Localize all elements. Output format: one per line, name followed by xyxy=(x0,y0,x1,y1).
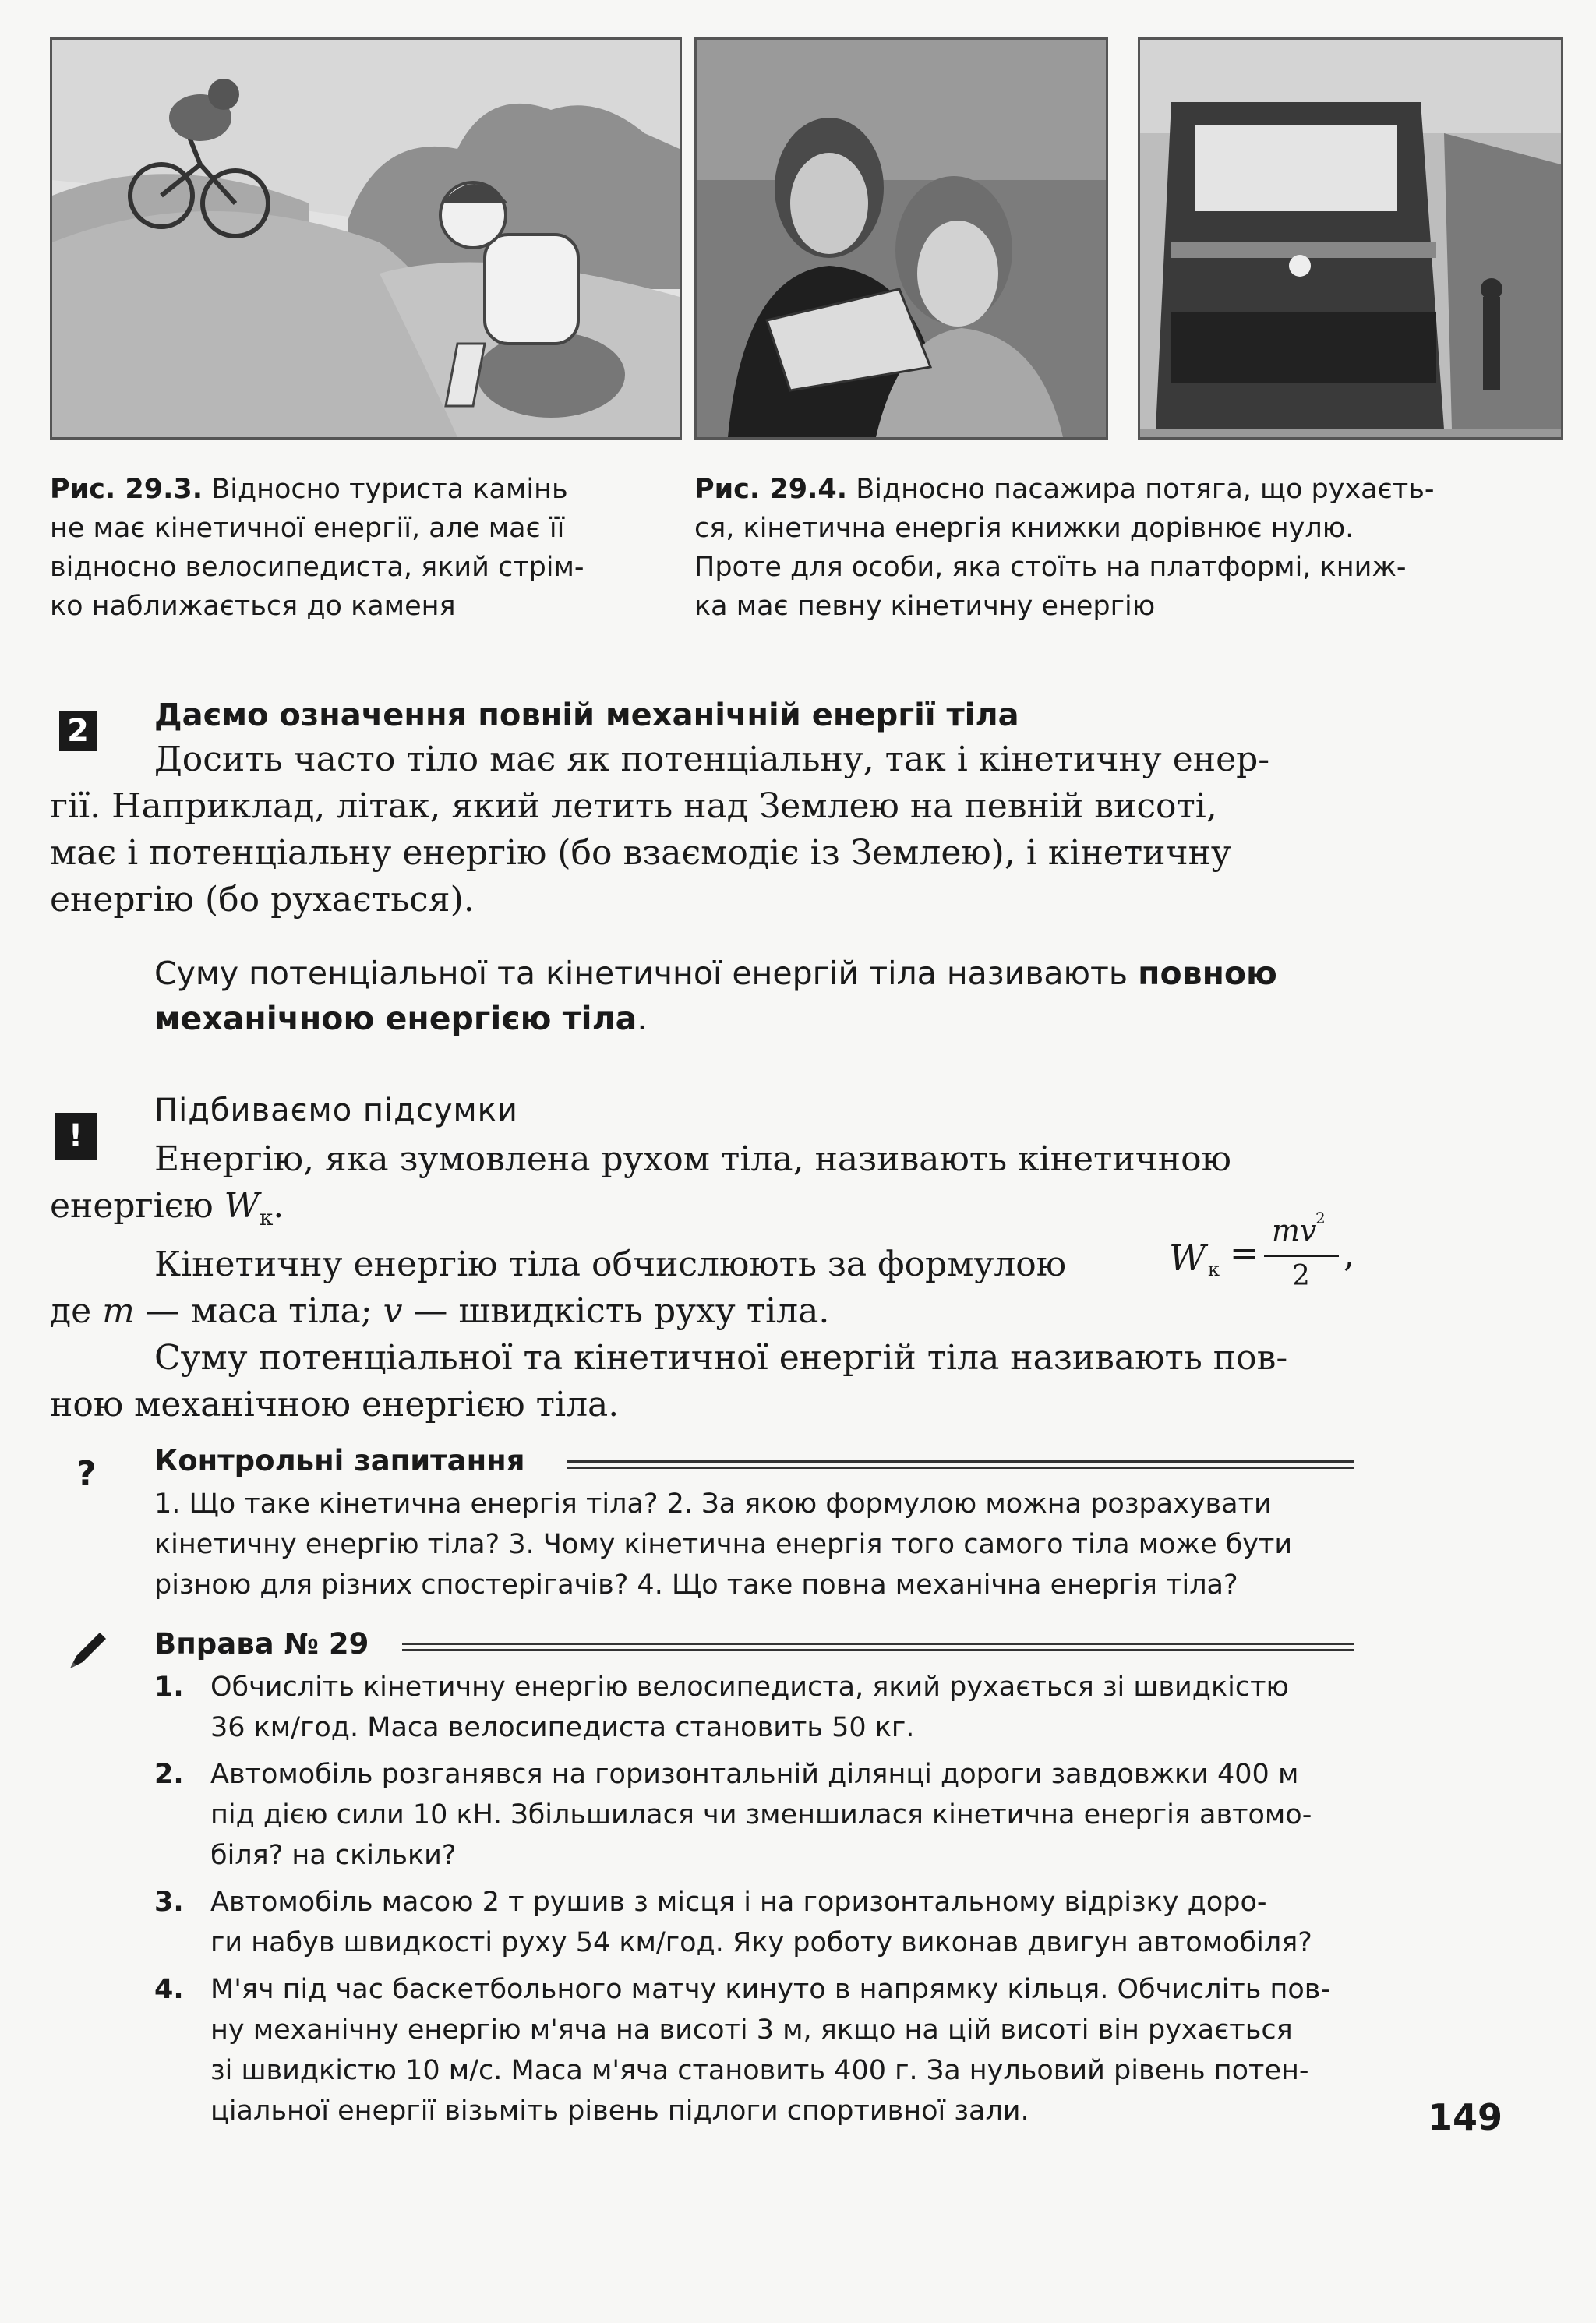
questions-heading: Контрольні запитання xyxy=(154,1444,525,1477)
formula-comma: , xyxy=(1344,1235,1354,1275)
summary-text: Кінетичну енергію тіла обчислюють за формулою xyxy=(154,1244,1067,1284)
caption-line: Відносно туриста камінь xyxy=(211,474,568,505)
figure-29-4-label: Рис. 29.4. xyxy=(694,474,848,505)
exercise-line: ну механічну енергію м'яча на висоті 3 м, якщо на цій висоті він рухається xyxy=(210,2014,1293,2046)
caption-line: Проте для особи, яка стоїть на платформі, книж- xyxy=(694,552,1407,583)
formula-denominator: 2 xyxy=(1292,1260,1310,1292)
questions-line: 1. Що таке кінетична енергія тіла? 2. За якою формулою можна розрахувати xyxy=(154,1488,1272,1520)
exercise-heading: Вправа № 29 xyxy=(154,1627,369,1661)
exercise-heading-rule xyxy=(402,1643,1354,1651)
paragraph-line: Досить часто тіло має як потенціальну, так і кінетичну енер- xyxy=(154,740,1270,779)
fraction-bar xyxy=(1264,1255,1339,1257)
kinetic-energy-formula xyxy=(1169,1209,1364,1313)
caption-line: ся, кінетична енергія книжки дорівнює нулю. xyxy=(694,513,1354,544)
velocity-symbol: v xyxy=(383,1290,403,1331)
kinetic-energy-symbol: W xyxy=(224,1186,260,1226)
summary-line: Суму потенціальної та кінетичної енергій тіла називають пов- xyxy=(154,1337,1288,1378)
summary-heading: Підбиваємо підсумки xyxy=(154,1093,518,1128)
formula-lhs: W xyxy=(1169,1237,1206,1279)
caption-line: ко наближається до каменя xyxy=(50,591,456,622)
summary-marker: ! xyxy=(55,1113,97,1160)
definition-text: Суму потенціальної та кінетичної енергій тіла називають xyxy=(154,955,1139,992)
paragraph-line: енергію (бо рухається). xyxy=(50,880,475,920)
summary-text: енергією xyxy=(50,1186,224,1226)
kinetic-energy-subscript: к xyxy=(259,1204,274,1230)
exercise-number: 1. xyxy=(154,1672,184,1703)
paragraph-line: гії. Наприклад, літак, який летить над Землею на певній висоті, xyxy=(50,786,1217,826)
questions-line: кінетичну енергію тіла? 3. Чому кінетична енергія того самого тіла може бути xyxy=(154,1529,1293,1560)
exercise-line: 36 км/год. Маса велосипедиста становить 50 кг. xyxy=(210,1712,915,1743)
exercise-line: Обчисліть кінетичну енергію велосипедиста, який рухається зі швидкістю xyxy=(210,1672,1289,1703)
formula-numerator-superscript: 2 xyxy=(1315,1209,1326,1227)
caption-line: Відносно пасажира потяга, що рухаєть- xyxy=(856,474,1435,505)
caption-line: ка має певну кінетичну енергію xyxy=(694,591,1156,622)
formula-equals: = xyxy=(1230,1234,1259,1273)
exercise-list xyxy=(154,1667,1358,2138)
formula-lhs-subscript: к xyxy=(1208,1259,1220,1280)
questions-heading-rule xyxy=(567,1460,1354,1469)
exercise-line: Автомобіль масою 2 т рушив з місця і на горизонтальному відрізку доро- xyxy=(210,1887,1267,1918)
exercise-item xyxy=(154,1882,1358,1963)
figure-29-3-caption xyxy=(50,470,595,626)
questions-text xyxy=(154,1484,1370,1605)
exercise-item xyxy=(154,1754,1358,1876)
page-number: 149 xyxy=(1428,2096,1503,2138)
summary-line: ною механічною енергією тіла. xyxy=(50,1384,620,1425)
caption-line: не має кінетичної енергії, але має її xyxy=(50,513,565,544)
definition-block xyxy=(154,951,1370,1041)
definition-term: повною xyxy=(1138,955,1277,992)
exercise-item xyxy=(154,1969,1358,2131)
formula-numerator: mv xyxy=(1272,1213,1317,1248)
figure-29-4-passengers-photo xyxy=(694,37,1108,440)
summary-text: . xyxy=(273,1186,284,1226)
figure-29-3-label: Рис. 29.3. xyxy=(50,474,203,505)
summary-line: Енергію, яка зумовлена рухом тіла, називають кінетичною xyxy=(154,1139,1231,1179)
summary-formula-line xyxy=(50,1241,1359,1288)
exercise-number: 3. xyxy=(154,1887,184,1918)
paragraph-line: має і потенціальну енергію (бо взаємодіє із Землею), і кінетичну xyxy=(50,833,1231,873)
section-2-marker: 2 xyxy=(59,711,97,751)
figure-29-3-illustration xyxy=(50,37,682,440)
summary-text: — швидкість руху тіла. xyxy=(402,1290,830,1331)
section-2-paragraph xyxy=(50,736,1359,923)
pencil-icon xyxy=(62,1625,112,1675)
summary-line xyxy=(50,1288,1359,1335)
exercise-line: М'яч під час баскетбольного матчу кинуто в напрямку кільця. Обчисліть пов- xyxy=(210,1974,1331,2005)
mass-symbol: m xyxy=(102,1290,135,1331)
exercise-line: біля? на скільки? xyxy=(210,1840,457,1871)
summary-paragraph xyxy=(50,1136,1359,1428)
caption-line: відносно велосипедиста, який стрім- xyxy=(50,552,584,583)
exercise-line: під дією сили 10 кН. Збільшилася чи зменшилася кінетична енергія автомо- xyxy=(210,1799,1312,1831)
question-icon: ? xyxy=(76,1454,97,1494)
figure-29-4-caption xyxy=(694,470,1474,626)
section-2-heading: Даємо означення повній механічній енергії тіла xyxy=(154,697,1019,733)
definition-term: механічною енергією тіла xyxy=(154,1000,637,1037)
summary-line xyxy=(50,1183,1359,1241)
exercise-item xyxy=(154,1667,1358,1748)
questions-line: різною для різних спостерігачів? 4. Що таке повна механічна енергія тіла? xyxy=(154,1569,1238,1601)
definition-text: . xyxy=(637,1000,648,1037)
exercise-line: зі швидкістю 10 м/с. Маса м'яча становить 400 г. За нульовий рівень потен- xyxy=(210,2055,1309,2086)
exercise-line: ціальної енергії візьміть рівень підлоги спортивної зали. xyxy=(210,2095,1029,2127)
exercise-line: ги набув швидкості руху 54 км/год. Яку роботу виконав двигун автомобіля? xyxy=(210,1927,1312,1958)
exercise-line: Автомобіль розганявся на горизонтальній ділянці дороги завдовжки 400 м xyxy=(210,1759,1299,1790)
exercise-number: 4. xyxy=(154,1974,184,2005)
exercise-number: 2. xyxy=(154,1759,184,1790)
summary-text: — маса тіла; xyxy=(134,1290,383,1331)
figure-29-4-train-photo xyxy=(1138,37,1563,440)
summary-text: де xyxy=(50,1290,103,1331)
